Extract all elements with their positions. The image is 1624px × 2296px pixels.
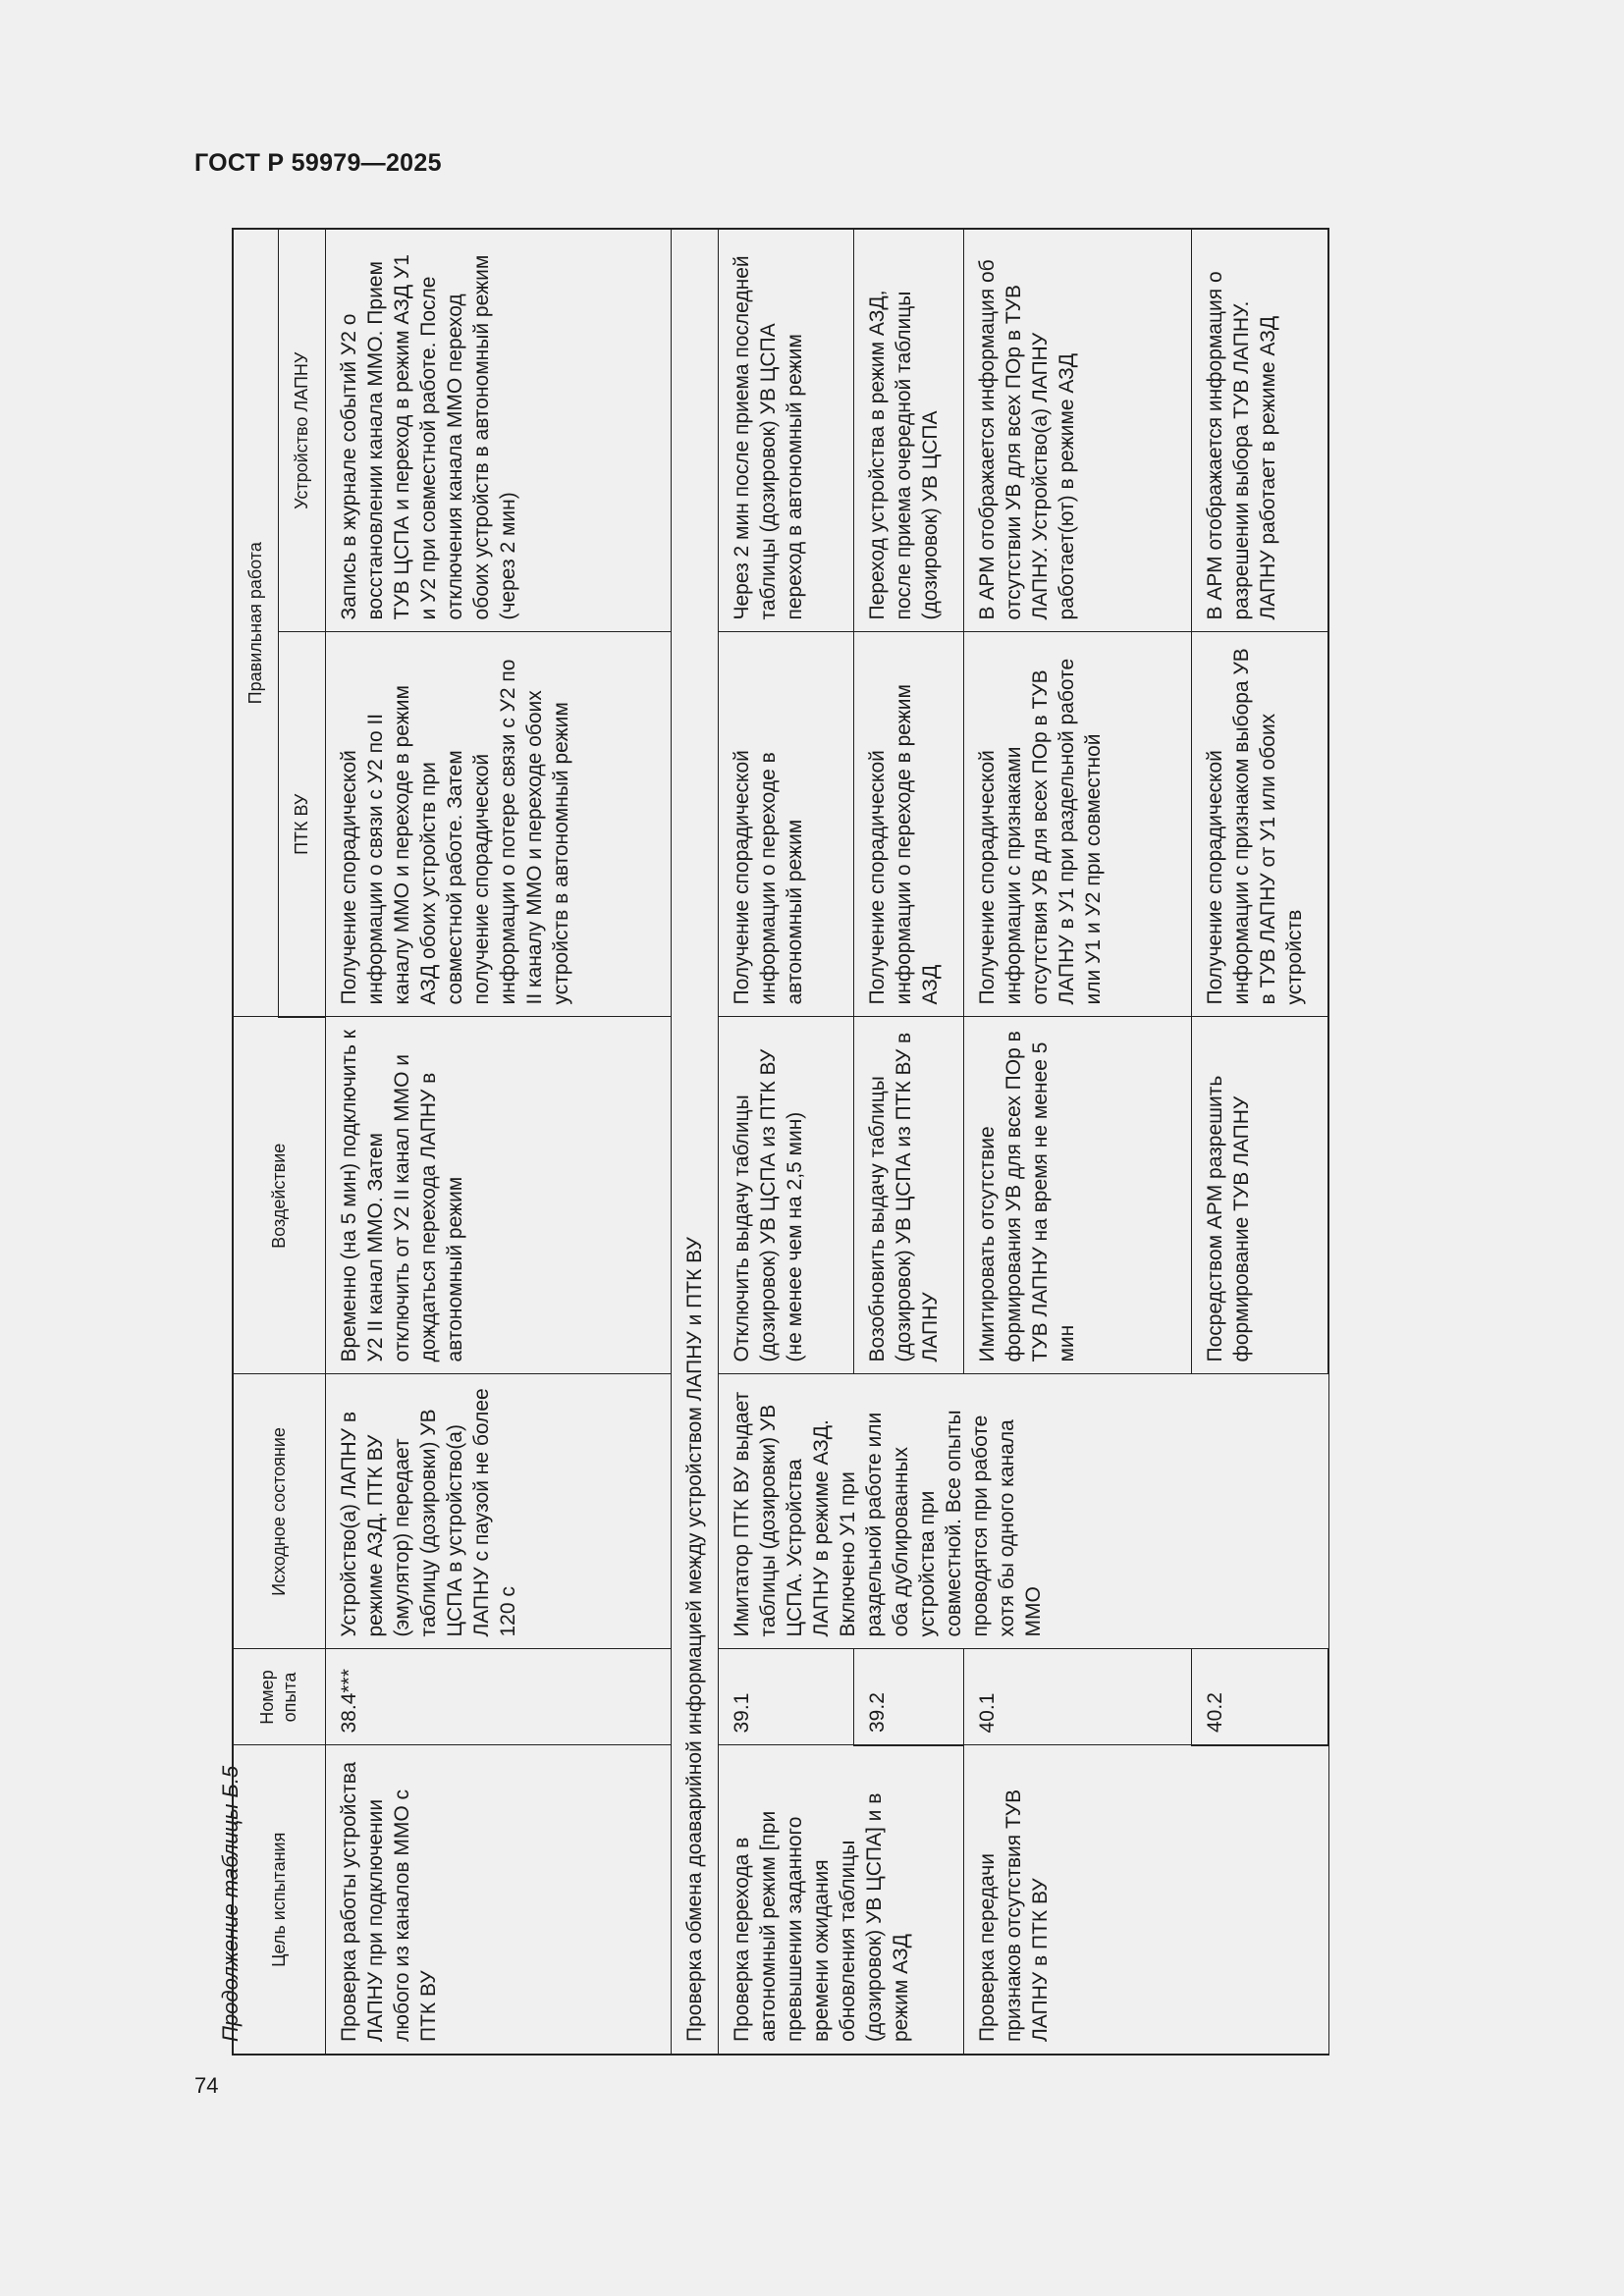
cell-lapnu: Запись в журнале событий У2 о восстановлении канала ММО. Прием ТУВ ЦСПА и переход в режим АЗД У1 и У2 при совместной работе. После отключения канала ММО переход обоих устройств в автономный режим (через 2 мин) <box>325 229 671 632</box>
cell-num: 38.4*** <box>325 1649 671 1745</box>
cell-num: 40.1 <box>963 1649 1191 1745</box>
table-row <box>963 229 1191 2055</box>
cell-num: 39.2 <box>853 1649 963 1745</box>
cell-goal: Проверка работы устройства ЛАПНУ при подключении любого из каналов ММО с ПТК ВУ <box>325 1745 671 2055</box>
section-title: Проверка обмена доаварийной информацией между устройством ЛАПНУ и ПТК ВУ <box>671 229 718 2055</box>
document-header: ГОСТ Р 59979—2025 <box>194 149 442 177</box>
table-row <box>718 229 853 2055</box>
cell-ptk: Получение спорадической информации с признаком выбора УВ в ТУВ ЛАПНУ от У1 или обоих устройств <box>1191 632 1328 1017</box>
cell-initial: Устройство(а) ЛАПНУ в режиме АЗД. ПТК ВУ (эмулятор) передает таблицу (дозировки) УВ ЦСПА в устройство(а) ЛАПНУ с паузой не более 120 с <box>325 1374 671 1649</box>
cell-ptk: Получение спорадической информации с признаками отсутствия УВ для всех ПОр в ТУВ ЛАПНУ в У1 при раздельной работе или У1 и У2 при совместной <box>963 632 1191 1017</box>
header-goal: Цель испытания <box>233 1745 325 2055</box>
header-lapnu: Устройство ЛАПНУ <box>278 229 325 632</box>
cell-action: Посредством АРМ разрешить формирование ТУВ ЛАПНУ <box>1191 1017 1328 1374</box>
cell-lapnu: В АРМ отображается информация о разрешении выбора ТУВ ЛАПНУ. ЛАПНУ работает в режиме АЗД <box>1191 229 1328 632</box>
test-table <box>232 228 1329 2056</box>
cell-num: 39.1 <box>718 1649 853 1745</box>
cell-action: Имитировать отсутствие формирования УВ для всех ПОр в ТУВ ЛАПНУ на время не менее 5 мин <box>963 1017 1191 1374</box>
section-row <box>671 229 718 2055</box>
header-action: Воздействие <box>233 1017 325 1374</box>
header-correct: Правильная работа <box>233 229 278 1017</box>
cell-goal: Проверка перехода в автономный режим [при превышении заданного времени ожидания обновления таблицы (дозировок) УВ ЦСПА] и в режим АЗД <box>718 1745 963 2055</box>
cell-lapnu: В АРМ отображается информация об отсутствии УВ для всех ПОр в ТУВ ЛАПНУ. Устройство(а) ЛАПНУ работает(ют) в режиме АЗД <box>963 229 1191 632</box>
table-row <box>325 229 671 2055</box>
page-number: 74 <box>194 2073 219 2098</box>
cell-goal: Проверка передачи признаков отсутствия ТУВ ЛАПНУ в ПТК ВУ <box>963 1745 1328 2055</box>
table-caption: Продолжение таблицы Б.5 <box>218 1765 243 2042</box>
cell-initial: Имитатор ПТК ВУ выдает таблицы (дозировки) УВ ЦСПА. Устройства ЛАПНУ в режиме АЗД. Включено У1 при раздельной работе или оба дублированных устройства при совместной. Все опыты проводятся при работе хотя бы одного канала ММО <box>718 1374 1328 1649</box>
header-initial: Исходное состояние <box>233 1374 325 1649</box>
rotated-table-container <box>232 230 1327 2056</box>
cell-lapnu: Через 2 мин после приема последней таблицы (дозировок) УВ ЦСПА переход в автономный режим <box>718 229 853 632</box>
cell-num: 40.2 <box>1191 1649 1328 1745</box>
cell-action: Отключить выдачу таблицы (дозировок) УВ ЦСПА из ПТК ВУ (не менее чем на 2,5 мин) <box>718 1017 853 1374</box>
cell-ptk: Получение спорадической информации о связи с У2 по II каналу ММО и переходе в режим АЗД обоих устройств при совместной работе. Затем получение спорадической информации о потере связи с У2 по II каналу ММО и переходе обоих устройств в автономный режим <box>325 632 671 1017</box>
cell-action: Временно (на 5 мин) подключить к У2 II канал ММО. Затем отключить от У2 II канал ММО и дождаться перехода ЛАПНУ в автономный режим <box>325 1017 671 1374</box>
cell-lapnu: Переход устройства в режим АЗД, после приема очередной таблицы (дозировок) УВ ЦСПА <box>853 229 963 632</box>
cell-ptk: Получение спорадической информации о переходе в режим АЗД <box>853 632 963 1017</box>
header-ptk: ПТК ВУ <box>278 632 325 1017</box>
cell-ptk: Получение спорадической информации о переходе в автономный режим <box>718 632 853 1017</box>
header-num: Номер опыта <box>233 1649 325 1745</box>
cell-action: Возобновить выдачу таблицы (дозировок) УВ ЦСПА из ПТК ВУ в ЛАПНУ <box>853 1017 963 1374</box>
